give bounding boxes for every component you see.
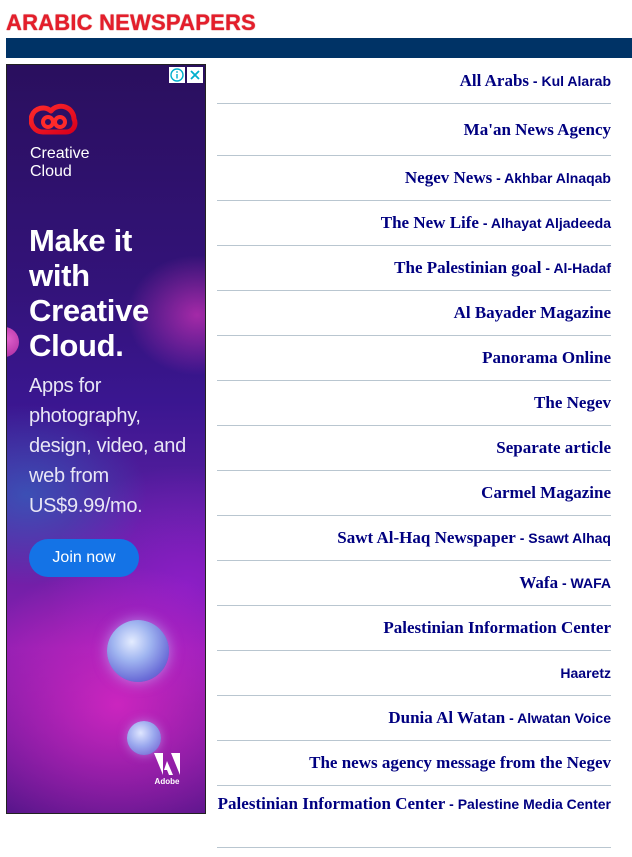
adobe-label: Adobe	[154, 777, 180, 786]
link-the-new-life[interactable]: The New Life - Alhayat Aljadeeda	[380, 213, 611, 232]
list-item	[217, 246, 611, 291]
link-palestine-media-center[interactable]: Palestinian Information Center - Palestine Media Center	[217, 794, 611, 813]
decorative-ring	[6, 327, 19, 357]
list-item	[217, 516, 611, 561]
newspaper-link-list	[217, 58, 611, 848]
list-item	[217, 651, 611, 696]
link-separate-article[interactable]: Separate article	[496, 438, 611, 457]
link-wafa[interactable]: Wafa - WAFA	[519, 573, 611, 592]
list-item	[217, 291, 611, 336]
join-now-button[interactable]: Join now	[29, 539, 139, 577]
list-item	[217, 606, 611, 651]
link-the-negev[interactable]: The Negev	[534, 393, 611, 412]
close-icon[interactable]	[187, 67, 203, 83]
creative-cloud-logo-icon	[29, 99, 79, 140]
adobe-logo	[151, 753, 183, 786]
list-item	[217, 696, 611, 741]
ad-brand-line1: Creative	[30, 145, 90, 162]
list-item	[217, 336, 611, 381]
list-item	[217, 471, 611, 516]
link-maan-news-agency[interactable]: Ma'an News Agency	[463, 119, 611, 139]
list-item	[217, 741, 611, 786]
decorative-planet-large	[107, 620, 169, 682]
list-item	[217, 426, 611, 471]
ad-brand-line2: Cloud	[30, 163, 72, 180]
list-item	[217, 104, 611, 156]
link-haaretz[interactable]: Haaretz	[560, 665, 611, 681]
page-title: ARABIC NEWSPAPERS	[6, 10, 256, 35]
link-dunia-al-watan[interactable]: Dunia Al Watan - Alwatan Voice	[388, 708, 611, 727]
link-carmel-magazine[interactable]: Carmel Magazine	[481, 483, 611, 502]
list-item	[217, 561, 611, 606]
list-item	[217, 156, 611, 201]
decorative-planet-small	[127, 721, 161, 755]
list-item	[217, 381, 611, 426]
list-item	[217, 201, 611, 246]
link-panorama-online[interactable]: Panorama Online	[482, 348, 611, 367]
ad-price: US$9.99/mo.	[29, 495, 143, 517]
link-palestinian-goal[interactable]: The Palestinian goal - Al-Hadaf	[394, 258, 611, 277]
link-all-arabs[interactable]: All Arabs - Kul Alarab	[459, 70, 611, 90]
info-icon[interactable]	[169, 67, 185, 83]
ad-brand	[30, 145, 150, 181]
ad-body-text: Apps for photography, design, video, and web from	[29, 375, 186, 487]
link-sawt-al-haq[interactable]: Sawt Al-Haq Newspaper - Ssawt Alhaq	[337, 528, 611, 547]
link-palestinian-information-center[interactable]: Palestinian Information Center	[383, 618, 611, 637]
link-news-agency-negev[interactable]: The news agency message from the Negev	[309, 753, 611, 772]
ad-headline: Make it with Creative Cloud.	[29, 223, 149, 363]
ad-banner[interactable]	[6, 64, 206, 814]
link-al-bayader-magazine[interactable]: Al Bayader Magazine	[453, 303, 611, 322]
header-bar	[6, 38, 632, 58]
adobe-icon	[154, 753, 180, 775]
link-negev-news[interactable]: Negev News - Akhbar Alnaqab	[404, 168, 611, 187]
ad-body	[29, 371, 201, 521]
ad-controls	[169, 67, 203, 83]
list-item	[217, 58, 611, 104]
list-item	[217, 786, 611, 848]
